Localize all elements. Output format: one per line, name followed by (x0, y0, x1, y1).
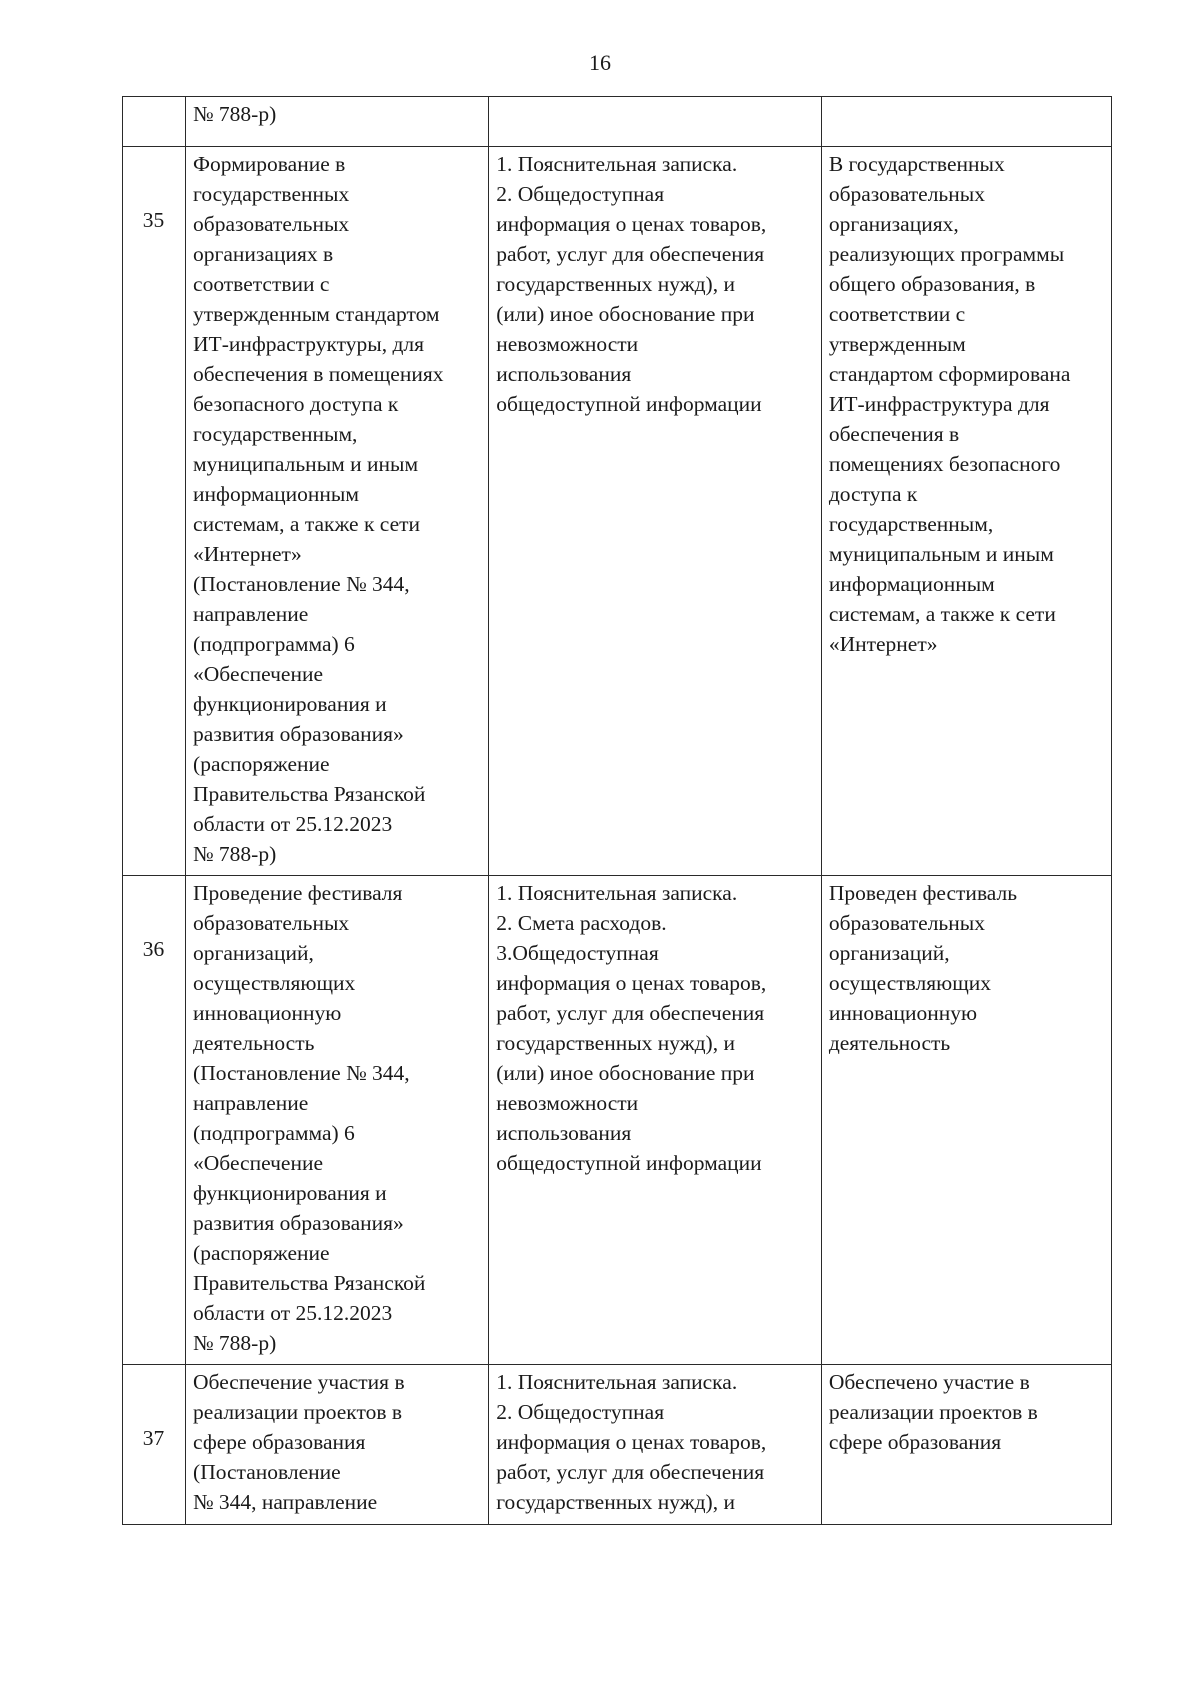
result-line: утвержденным (828, 332, 966, 356)
documents-cell (489, 97, 822, 147)
measure-line: функционирования и (193, 692, 387, 716)
measure-line: № 788-р) (193, 1331, 277, 1355)
result-line: государственным, (828, 512, 994, 536)
result-line: В государственных (828, 152, 1005, 176)
result-line: ИТ-инфраструктура для (828, 392, 1050, 416)
measure-line: Правительства Рязанской (193, 782, 426, 806)
result-line: помещениях безопасного (828, 452, 1061, 476)
result-line: системам, а также к сети (828, 602, 1056, 626)
documents-line: использования (496, 362, 632, 386)
row-number-cell: 37 (123, 1365, 186, 1525)
measure-line: (подпрограмма) 6 (193, 1121, 355, 1145)
measure-cell (186, 1365, 489, 1525)
measure-line: «Обеспечение (193, 1151, 324, 1175)
measure-line: государственных (193, 182, 350, 206)
measure-line: государственным, (193, 422, 358, 446)
measure-line: реализации проектов в (193, 1400, 402, 1424)
documents-line: работ, услуг для обеспечения (496, 1460, 765, 1484)
result-cell (821, 97, 1111, 147)
measure-line: безопасного доступа к (193, 392, 399, 416)
documents-line: 1. Пояснительная записка. (496, 1370, 738, 1394)
row-number-cell: 36 (123, 876, 186, 1365)
measure-line: организаций, (193, 941, 314, 965)
result-line: сфере образования (828, 1430, 1002, 1454)
result-line: доступа к (828, 482, 918, 506)
result-line: соответствии с (828, 302, 966, 326)
documents-line: общедоступной информации (496, 1151, 762, 1175)
documents-line: 2. Смета расходов. (496, 911, 667, 935)
table-row (123, 1365, 1112, 1525)
result-line: деятельность (828, 1031, 951, 1055)
measure-line: осуществляющих (193, 971, 356, 995)
measure-line: развития образования» (193, 1211, 404, 1235)
measure-line: соответствии с (193, 272, 330, 296)
measure-line: образовательных (193, 212, 350, 236)
documents-line: государственных нужд), и (496, 1490, 735, 1514)
result-line: информационным (828, 572, 995, 596)
result-line: реализующих программы (828, 242, 1065, 266)
measure-line: направление (193, 602, 309, 626)
measure-line: Обеспечение участия в (193, 1370, 405, 1394)
result-line: образовательных (828, 182, 985, 206)
documents-line: информация о ценах товаров, (496, 212, 767, 236)
row-number-cell (123, 97, 186, 147)
result-cell (821, 876, 1111, 1365)
measure-line: инновационную (193, 1001, 342, 1025)
result-line: инновационную (828, 1001, 978, 1025)
table-row (123, 97, 1112, 147)
measure-line: (распоряжение (193, 1241, 330, 1265)
measure-line: обеспечения в помещениях (193, 362, 444, 386)
documents-line: 1. Пояснительная записка. (496, 881, 738, 905)
documents-line: 2. Общедоступная (496, 182, 665, 206)
measure-line: Проведение фестиваля (193, 881, 403, 905)
measure-line: области от 25.12.2023 (193, 812, 393, 836)
measure-line: (Постановление № 344, (193, 1061, 410, 1085)
documents-line: информация о ценах товаров, (496, 1430, 767, 1454)
result-line: организаций, (828, 941, 950, 965)
measure-line: утвержденным стандартом (193, 302, 440, 326)
result-cell (821, 147, 1111, 876)
documents-line: работ, услуг для обеспечения (496, 1001, 765, 1025)
documents-line: государственных нужд), и (496, 1031, 735, 1055)
documents-line: (или) иное обоснование при (496, 302, 755, 326)
result-line: «Интернет» (828, 632, 938, 656)
measure-line: Правительства Рязанской (193, 1271, 426, 1295)
measure-line: ИТ-инфраструктуры, для (193, 332, 425, 356)
measure-cell (186, 97, 489, 147)
documents-line: 3.Общедоступная (496, 941, 659, 965)
documents-line: 2. Общедоступная (496, 1400, 665, 1424)
measure-line: (Постановление (193, 1460, 341, 1484)
documents-line: использования (496, 1121, 632, 1145)
measure-line: развития образования» (193, 722, 404, 746)
measure-line: «Интернет» (193, 542, 302, 566)
documents-cell (489, 1365, 822, 1525)
result-line: осуществляющих (828, 971, 992, 995)
measure-line: (распоряжение (193, 752, 330, 776)
row-number-cell: 35 (123, 147, 186, 876)
measures-table-body (123, 97, 1112, 1525)
result-line: реализации проектов в (828, 1400, 1038, 1424)
documents-cell (489, 147, 822, 876)
measure-cell (186, 147, 489, 876)
documents-line: государственных нужд), и (496, 272, 735, 296)
measure-line: № 788-р) (193, 842, 277, 866)
measure-line: образовательных (193, 911, 350, 935)
measure-line: сфере образования (193, 1430, 366, 1454)
measure-line: информационным (193, 482, 359, 506)
measure-line: (Постановление № 344, (193, 572, 410, 596)
measure-line: муниципальным и иным (193, 452, 419, 476)
result-line: общего образования, в (828, 272, 1036, 296)
measure-cell (186, 876, 489, 1365)
measure-line: (подпрограмма) 6 (193, 632, 355, 656)
measure-line: направление (193, 1091, 309, 1115)
result-line: муниципальным и иным (828, 542, 1054, 566)
result-line: организациях, (828, 212, 959, 236)
table-row (123, 876, 1112, 1365)
documents-line: 1. Пояснительная записка. (496, 152, 738, 176)
result-line: стандартом сформирована (828, 362, 1071, 386)
documents-line: работ, услуг для обеспечения (496, 242, 765, 266)
documents-cell (489, 876, 822, 1365)
measure-line: системам, а также к сети (193, 512, 421, 536)
measure-line: области от 25.12.2023 (193, 1301, 393, 1325)
table-row (123, 147, 1112, 876)
documents-line: невозможности (496, 1091, 639, 1115)
documents-line: общедоступной информации (496, 392, 762, 416)
measure-line: «Обеспечение (193, 662, 324, 686)
measures-table (122, 96, 1112, 1525)
documents-line: (или) иное обоснование при (496, 1061, 755, 1085)
measure-line: Формирование в (193, 152, 346, 176)
measure-line: № 788-р) (193, 102, 277, 126)
result-line: Проведен фестиваль (828, 881, 1018, 905)
measure-line: функционирования и (193, 1181, 387, 1205)
result-line: Обеспечено участие в (828, 1370, 1030, 1394)
measure-line: деятельность (193, 1031, 315, 1055)
documents-line: информация о ценах товаров, (496, 971, 767, 995)
measure-line: организациях в (193, 242, 334, 266)
page-number: 16 (589, 50, 611, 75)
result-line: обеспечения в (828, 422, 960, 446)
measure-line: № 344, направление (193, 1490, 378, 1514)
result-line: образовательных (828, 911, 985, 935)
result-cell (821, 1365, 1111, 1525)
documents-line: невозможности (496, 332, 639, 356)
